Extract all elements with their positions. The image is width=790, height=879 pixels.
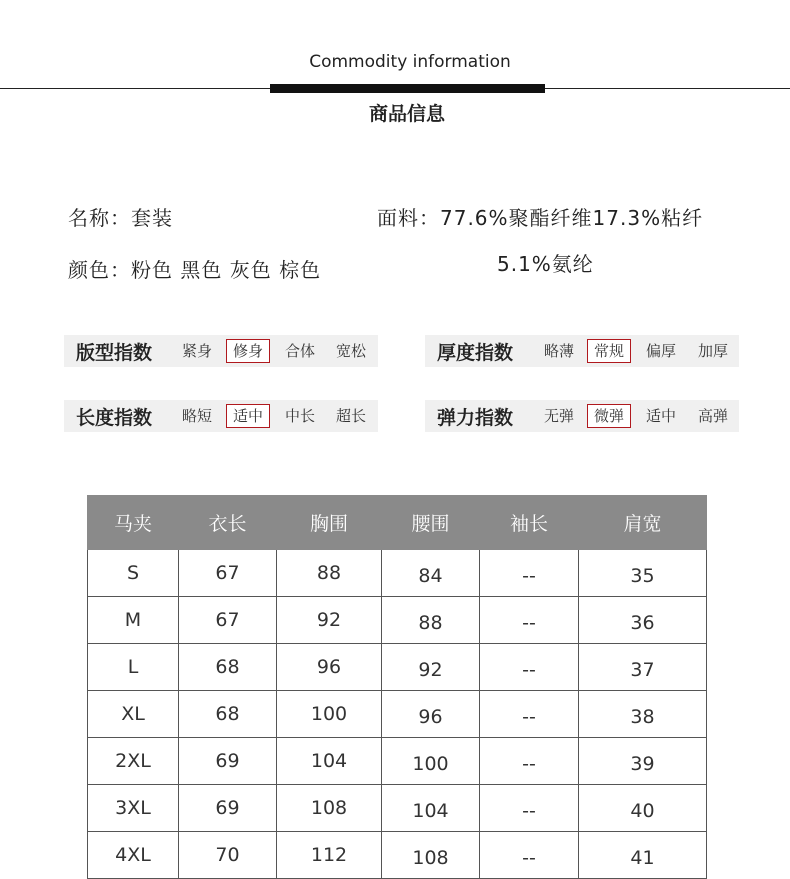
table-row — [88, 832, 707, 879]
table-cell: -- — [480, 785, 579, 832]
table-cell: 69 — [179, 785, 277, 832]
table-header-cell: 肩宽 — [579, 496, 707, 550]
table-header-cell: 胸围 — [277, 496, 382, 550]
table-cell: 3XL — [88, 785, 179, 832]
table-cell: 67 — [179, 550, 277, 597]
table-header-cell: 马夹 — [88, 496, 179, 550]
table-cell: 69 — [179, 738, 277, 785]
index-title: 厚度指数 — [437, 341, 514, 364]
product-fabric-cont: 5.1%氨纶 — [497, 252, 594, 276]
product-colors: 颜色：粉色 黑色 灰色 棕色 — [68, 258, 322, 282]
table-header-cell: 腰围 — [382, 496, 480, 550]
table-cell: -- — [480, 738, 579, 785]
table-row — [88, 597, 707, 644]
index-thickness — [425, 335, 739, 367]
table-cell: -- — [480, 597, 579, 644]
table-header-cell: 衣长 — [179, 496, 277, 550]
index-fit — [64, 335, 378, 367]
index-option: 适中 — [646, 407, 677, 425]
index-title: 版型指数 — [76, 341, 153, 364]
table-cell: 67 — [179, 597, 277, 644]
table-row — [88, 785, 707, 832]
table-row — [88, 550, 707, 597]
table-row — [88, 691, 707, 738]
table-cell: 70 — [179, 832, 277, 879]
index-elasticity — [425, 400, 739, 432]
product-name: 名称：套装 — [68, 206, 173, 230]
table-cell: 84 — [382, 550, 480, 597]
index-title: 长度指数 — [76, 406, 153, 429]
table-cell: S — [88, 550, 179, 597]
header-bar — [270, 84, 545, 93]
index-option: 紧身 — [182, 342, 213, 360]
index-option: 合体 — [285, 342, 316, 360]
table-cell: 37 — [579, 644, 707, 691]
index-option: 中长 — [285, 407, 316, 425]
table-cell: XL — [88, 691, 179, 738]
index-option: 略短 — [182, 407, 213, 425]
table-cell: 108 — [277, 785, 382, 832]
table-cell: 39 — [579, 738, 707, 785]
index-option: 略薄 — [544, 342, 575, 360]
index-option: 偏厚 — [646, 342, 677, 360]
table-cell: 108 — [382, 832, 480, 879]
section-title-cn: 商品信息 — [368, 103, 445, 125]
table-cell: 68 — [179, 644, 277, 691]
table-cell: 68 — [179, 691, 277, 738]
index-option: 无弹 — [544, 407, 575, 425]
table-cell: 38 — [579, 691, 707, 738]
table-header-row — [88, 496, 707, 550]
index-option-selected: 微弹 — [587, 404, 631, 428]
index-option: 高弹 — [698, 407, 729, 425]
table-cell: 100 — [382, 738, 480, 785]
table-cell: 92 — [382, 644, 480, 691]
table-cell: 96 — [277, 644, 382, 691]
index-option: 加厚 — [698, 342, 729, 360]
table-cell: 2XL — [88, 738, 179, 785]
table-cell: 88 — [382, 597, 480, 644]
table-cell: 96 — [382, 691, 480, 738]
table-row — [88, 644, 707, 691]
table-cell: 36 — [579, 597, 707, 644]
table-cell: 40 — [579, 785, 707, 832]
table-cell: 41 — [579, 832, 707, 879]
table-cell: 4XL — [88, 832, 179, 879]
table-cell: L — [88, 644, 179, 691]
table-cell: 100 — [277, 691, 382, 738]
table-cell: -- — [480, 832, 579, 879]
index-length — [64, 400, 378, 432]
size-table — [87, 495, 707, 879]
table-cell: 92 — [277, 597, 382, 644]
table-cell: -- — [480, 691, 579, 738]
table-cell: -- — [480, 644, 579, 691]
index-title: 弹力指数 — [437, 406, 514, 429]
table-header-cell: 袖长 — [480, 496, 579, 550]
table-cell: 112 — [277, 832, 382, 879]
index-option-selected: 适中 — [226, 404, 270, 428]
table-cell: -- — [480, 550, 579, 597]
index-option-selected: 修身 — [226, 339, 270, 363]
section-title-en: Commodity information — [309, 52, 511, 72]
index-option: 超长 — [336, 407, 367, 425]
table-cell: M — [88, 597, 179, 644]
product-fabric: 面料：77.6%聚酯纤维17.3%粘纤 — [377, 206, 704, 230]
index-option-selected: 常规 — [587, 339, 631, 363]
table-cell: 35 — [579, 550, 707, 597]
table-cell: 104 — [382, 785, 480, 832]
index-option: 宽松 — [336, 342, 367, 360]
table-cell: 104 — [277, 738, 382, 785]
table-row — [88, 738, 707, 785]
table-cell: 88 — [277, 550, 382, 597]
